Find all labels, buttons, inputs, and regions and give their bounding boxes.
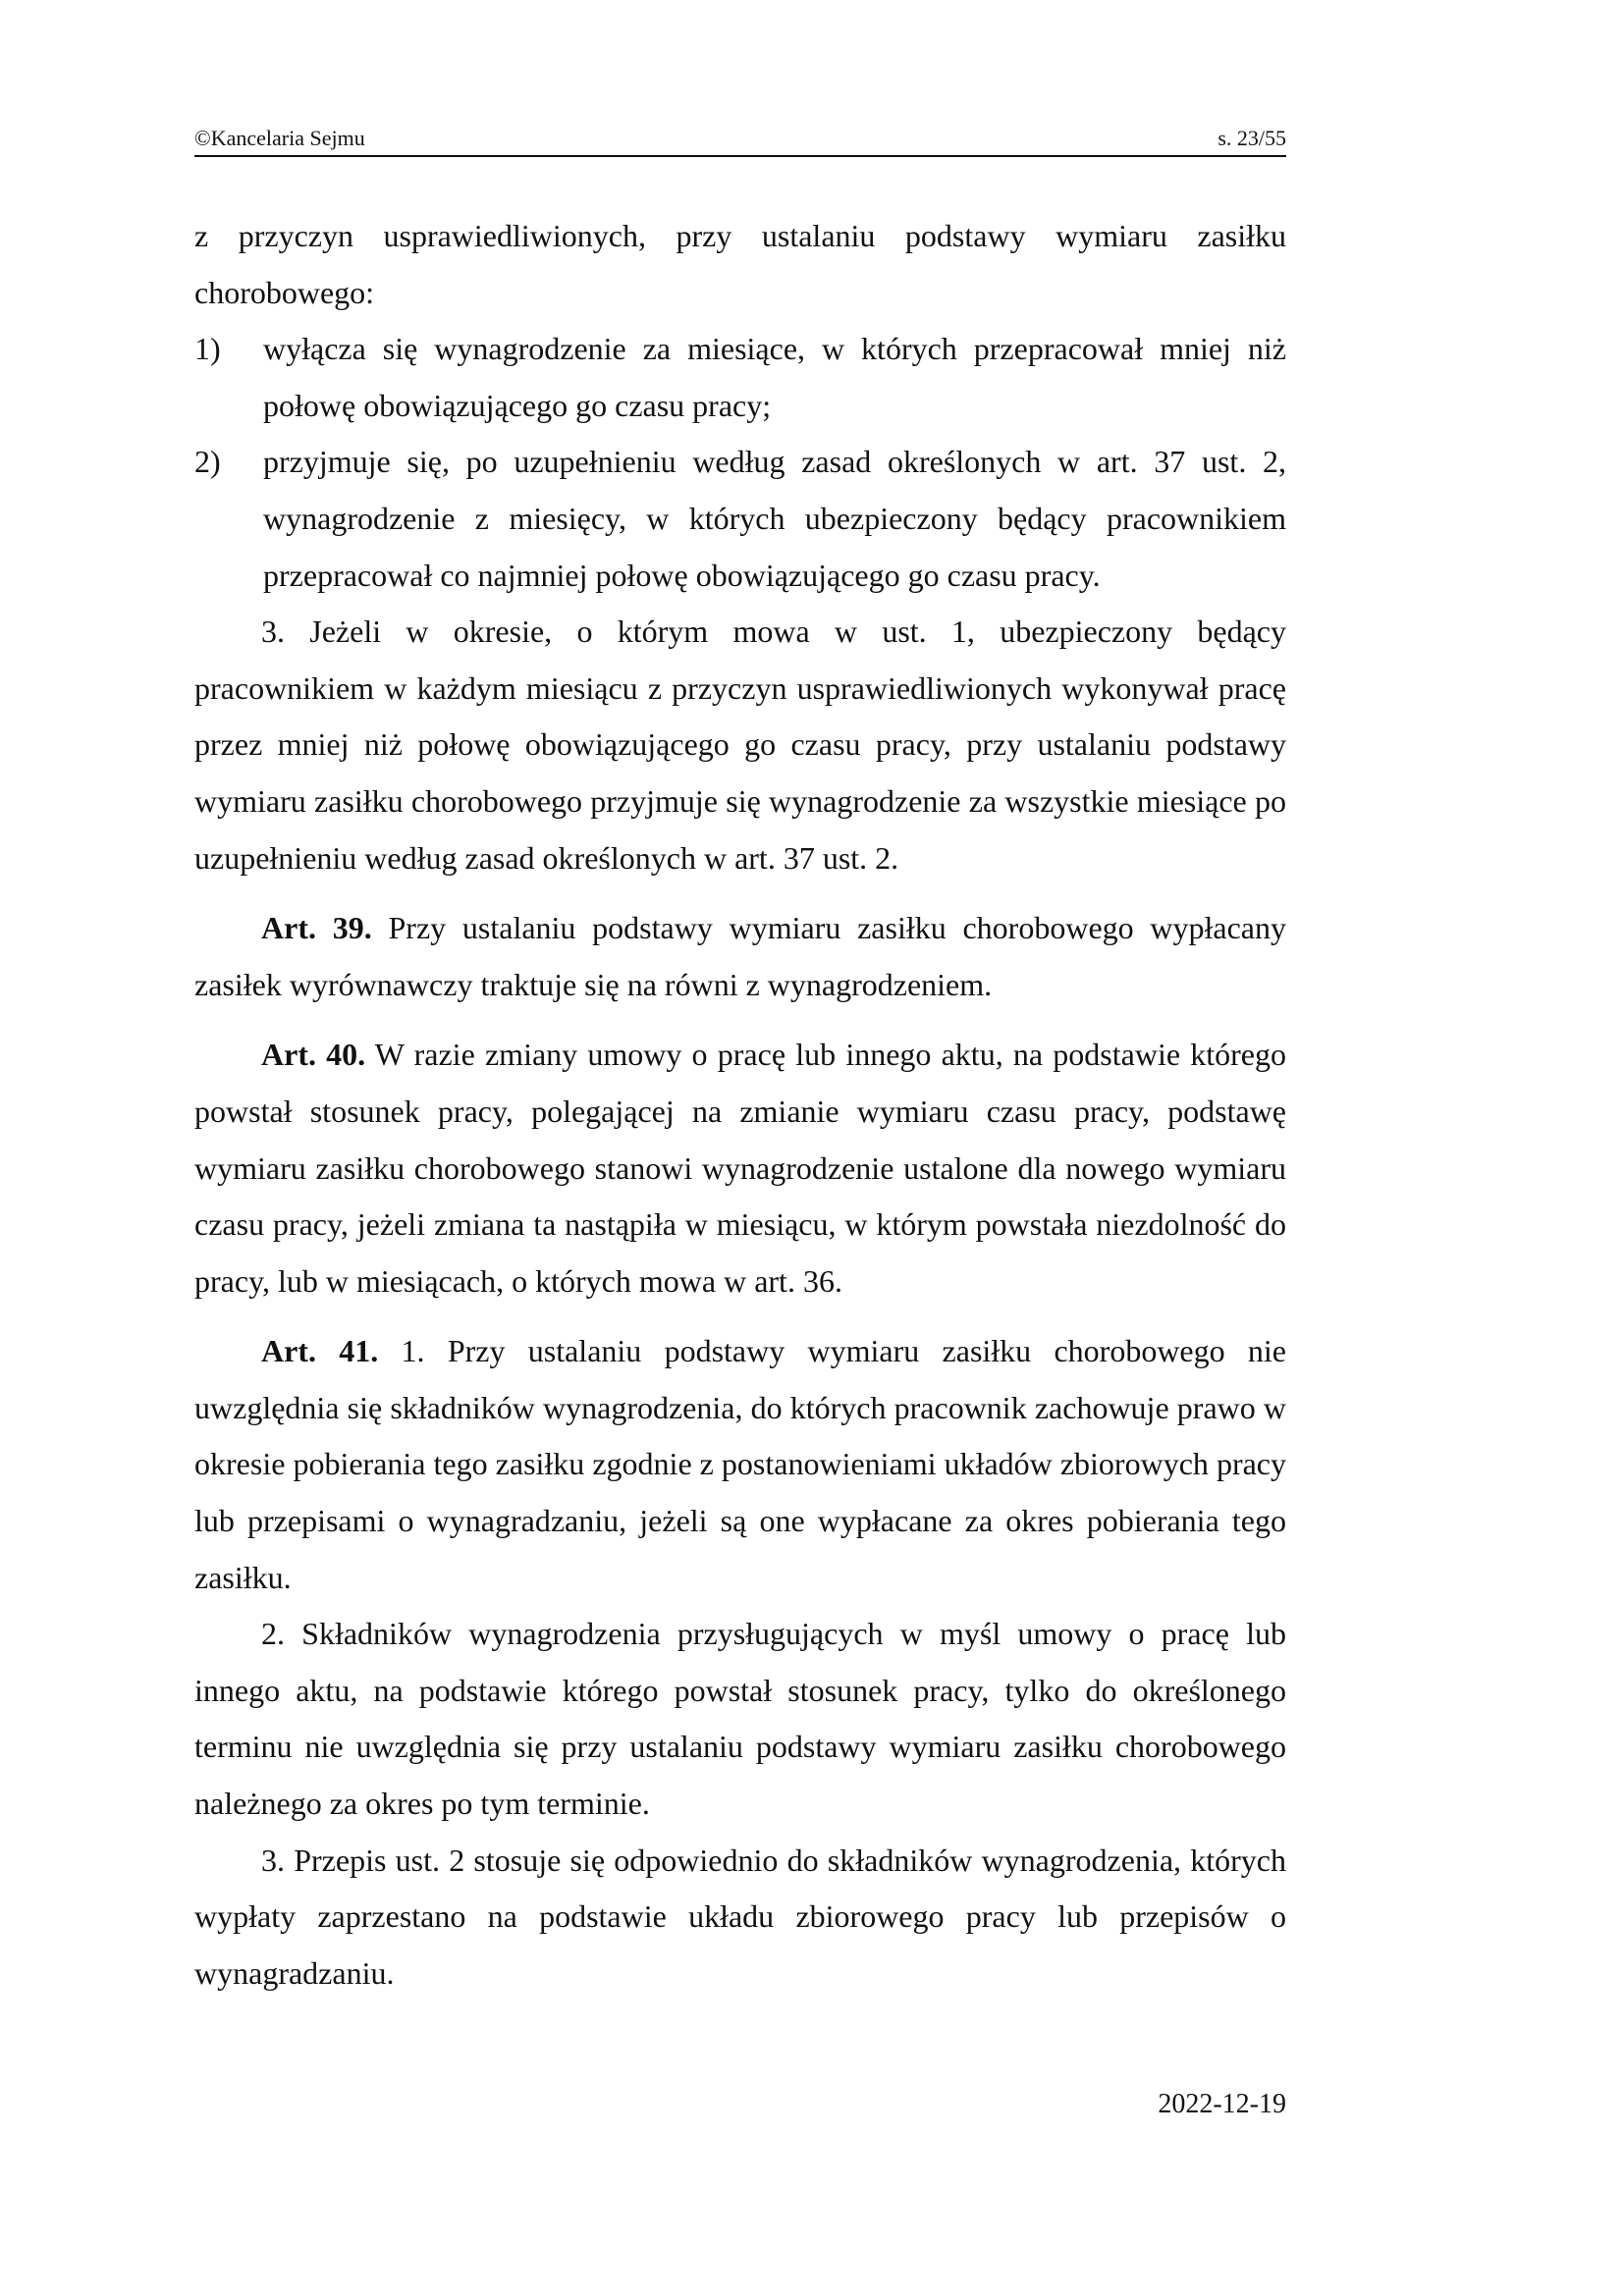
- article-41-ust-2: 2. Składników wynagrodzenia przysługujących w myśl umowy o pracę lub innego aktu, na podstawie którego powstał stosunek pracy, tylko do określonego terminu nie uwzględnia się przy ustalaniu podstawy wymiaru zasiłku chorobowego należnego za okres po tym terminie.: [194, 1616, 1286, 1822]
- article-41-ust-3: 3. Przepis ust. 2 stosuje się odpowiednio do składników wynagrodzenia, których wypłaty zaprzestano na podstawie układu zbiorowego pracy lub przepisów o wynagradzaniu.: [194, 1842, 1286, 1991]
- article-41-text: 1. Przy ustalaniu podstawy wymiaru zasiłku chorobowego nie uwzględnia się składników wynagrodzenia, do których pracownik zachowuje prawo w okresie pobierania tego zasiłku zgodnie z postanowieniami układów zbiorowych pracy lub przepisami o wynagradzaniu, jeżeli są one wypłacane za okres pobierania tego zasiłku.: [194, 1333, 1286, 1595]
- publisher-label: ©Kancelaria Sejmu: [194, 126, 365, 150]
- article-40-label: Art. 40.: [261, 1037, 366, 1073]
- article-39: [194, 900, 1286, 1013]
- article-41: [194, 1323, 1286, 1606]
- article-39-text: Przy ustalaniu podstawy wymiaru zasiłku chorobowego wypłacany zasiłek wyrównawczy traktuje się na równi z wynagrodzeniem.: [194, 910, 1287, 1002]
- paragraph-ust-3: 3. Jeżeli w okresie, o którym mowa w ust. 1, ubezpieczony będący pracownikiem w każdym miesiącu z przyczyn usprawiedliwionych wykonywał pracę przez mniej niż połowę obowiązującego go czasu pracy, przy ustalaniu podstawy wymiaru zasiłku chorobowego przyjmuje się wynagrodzenie za wszystkie miesiące po uzupełnieniu według zasad określonych w art. 37 ust. 2.: [194, 614, 1286, 876]
- article-40: [194, 1027, 1286, 1309]
- list-item-number: 1): [194, 331, 221, 367]
- list-item-number: 2): [194, 444, 221, 480]
- list-item-text: wyłącza się wynagrodzenie za miesiące, w których przepracował mniej niż połowę obowiązującego go czasu pracy;: [263, 331, 1286, 423]
- footer-date: 2022-12-19: [1158, 2089, 1286, 2119]
- article-40-text: W razie zmiany umowy o pracę lub innego aktu, na podstawie którego powstał stosunek pracy, polegającej na zmianie wymiaru czasu pracy, podstawę wymiaru zasiłku chorobowego stanowi wynagrodzenie ustalone dla nowego wymiaru czasu pracy, jeżeli zmiana ta nastąpiła w miesiącu, w którym powstała niezdolność do pracy, lub w miesiącach, o których mowa w art. 36.: [194, 1037, 1287, 1299]
- page-number: s. 23/55: [1218, 126, 1286, 150]
- article-39-label: Art. 39.: [261, 910, 372, 946]
- page-header: [194, 126, 1286, 157]
- list-item: [194, 434, 1286, 604]
- document-body: [194, 208, 1286, 2002]
- article-41-label: Art. 41.: [261, 1333, 379, 1369]
- list-item-text: przyjmuje się, po uzupełnieniu według zasad określonych w art. 37 ust. 2, wynagrodzenie z miesięcy, w których ubezpieczony będący pracownikiem przepracował co najmniej połowę obowiązującego go czasu pracy.: [263, 444, 1286, 593]
- paragraph-intro: z przyczyn usprawiedliwionych, przy ustalaniu podstawy wymiaru zasiłku chorobowego:: [194, 218, 1286, 310]
- list-item: [194, 321, 1286, 434]
